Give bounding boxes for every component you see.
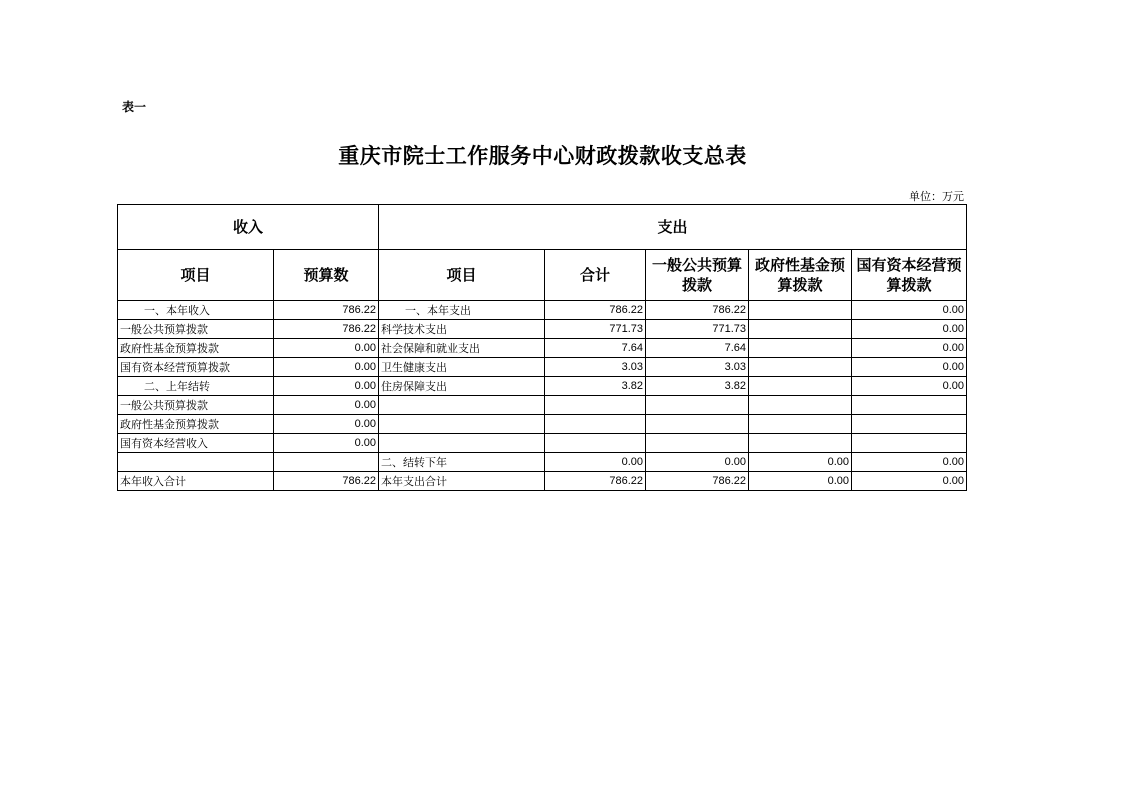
expense-general-cell: 7.64 [646, 339, 749, 358]
expense-fund-cell [749, 396, 852, 415]
income-value-cell: 786.22 [274, 301, 379, 320]
income-value-cell: 0.00 [274, 377, 379, 396]
income-item-cell: 一般公共预算拨款 [118, 396, 274, 415]
income-value-cell: 0.00 [274, 396, 379, 415]
income-value-cell: 786.22 [274, 472, 379, 491]
expense-general-cell: 786.22 [646, 301, 749, 320]
expense-total-cell: 0.00 [545, 453, 646, 472]
income-item-cell: 本年收入合计 [118, 472, 274, 491]
expense-state-cell: 0.00 [852, 377, 967, 396]
income-value-cell: 0.00 [274, 415, 379, 434]
income-item-cell: 政府性基金预算拨款 [118, 339, 274, 358]
income-value-cell: 0.00 [274, 339, 379, 358]
col-header-exp-item: 项目 [379, 250, 545, 301]
budget-table [117, 204, 967, 491]
table-row [118, 301, 967, 320]
table-row [118, 320, 967, 339]
col-header-item: 项目 [118, 250, 274, 301]
expense-general-cell [646, 415, 749, 434]
expense-fund-cell: 0.00 [749, 472, 852, 491]
expense-total-cell [545, 434, 646, 453]
expense-header: 支出 [379, 205, 967, 250]
expense-fund-cell [749, 377, 852, 396]
expense-item-cell: 社会保障和就业支出 [379, 339, 545, 358]
col-header-total: 合计 [545, 250, 646, 301]
col-header-general: 一般公共预算拨款 [646, 250, 749, 301]
expense-fund-cell: 0.00 [749, 453, 852, 472]
expense-fund-cell [749, 415, 852, 434]
income-item-cell: 一、本年收入 [118, 301, 274, 320]
expense-total-cell: 3.82 [545, 377, 646, 396]
expense-item-cell [379, 396, 545, 415]
table-label: 表一 [122, 100, 147, 114]
table-row [118, 377, 967, 396]
expense-general-cell [646, 396, 749, 415]
expense-state-cell: 0.00 [852, 358, 967, 377]
expense-fund-cell [749, 320, 852, 339]
income-header: 收入 [118, 205, 379, 250]
expense-total-cell: 786.22 [545, 301, 646, 320]
expense-total-cell [545, 396, 646, 415]
expense-total-cell: 771.73 [545, 320, 646, 339]
expense-state-cell: 0.00 [852, 339, 967, 358]
expense-state-cell: 0.00 [852, 472, 967, 491]
expense-general-cell: 786.22 [646, 472, 749, 491]
income-item-cell: 一般公共预算拨款 [118, 320, 274, 339]
income-item-cell: 政府性基金预算拨款 [118, 415, 274, 434]
header-row-top [118, 205, 967, 250]
table-row [118, 453, 967, 472]
expense-general-cell: 771.73 [646, 320, 749, 339]
income-item-cell [118, 453, 274, 472]
expense-total-cell: 3.03 [545, 358, 646, 377]
income-item-cell: 国有资本经营收入 [118, 434, 274, 453]
table-row [118, 472, 967, 491]
expense-general-cell: 0.00 [646, 453, 749, 472]
table-row [118, 415, 967, 434]
expense-total-cell [545, 415, 646, 434]
expense-fund-cell [749, 434, 852, 453]
col-header-state: 国有资本经营预算拨款 [852, 250, 967, 301]
table-row [118, 434, 967, 453]
expense-item-cell: 本年支出合计 [379, 472, 545, 491]
header-row-columns [118, 250, 967, 301]
income-value-cell: 786.22 [274, 320, 379, 339]
expense-total-cell: 786.22 [545, 472, 646, 491]
expense-item-cell: 二、结转下年 [379, 453, 545, 472]
expense-state-cell [852, 396, 967, 415]
expense-state-cell: 0.00 [852, 301, 967, 320]
table-row [118, 339, 967, 358]
expense-fund-cell [749, 358, 852, 377]
expense-item-cell [379, 434, 545, 453]
expense-fund-cell [749, 301, 852, 320]
income-value-cell [274, 453, 379, 472]
expense-general-cell [646, 434, 749, 453]
expense-state-cell: 0.00 [852, 320, 967, 339]
expense-state-cell [852, 434, 967, 453]
expense-state-cell: 0.00 [852, 453, 967, 472]
table-row [118, 396, 967, 415]
income-item-cell: 国有资本经营预算拨款 [118, 358, 274, 377]
expense-item-cell [379, 415, 545, 434]
expense-general-cell: 3.03 [646, 358, 749, 377]
expense-item-cell: 科学技术支出 [379, 320, 545, 339]
income-value-cell: 0.00 [274, 434, 379, 453]
table-row [118, 358, 967, 377]
unit-label: 单位：万元 [909, 190, 964, 203]
col-header-budget: 预算数 [274, 250, 379, 301]
expense-state-cell [852, 415, 967, 434]
expense-fund-cell [749, 339, 852, 358]
expense-item-cell: 一、本年支出 [379, 301, 545, 320]
expense-item-cell: 住房保障支出 [379, 377, 545, 396]
page-title: 重庆市院士工作服务中心财政拨款收支总表 [338, 144, 747, 168]
income-item-cell: 二、上年结转 [118, 377, 274, 396]
expense-item-cell: 卫生健康支出 [379, 358, 545, 377]
expense-general-cell: 3.82 [646, 377, 749, 396]
expense-total-cell: 7.64 [545, 339, 646, 358]
income-value-cell: 0.00 [274, 358, 379, 377]
col-header-fund: 政府性基金预算拨款 [749, 250, 852, 301]
